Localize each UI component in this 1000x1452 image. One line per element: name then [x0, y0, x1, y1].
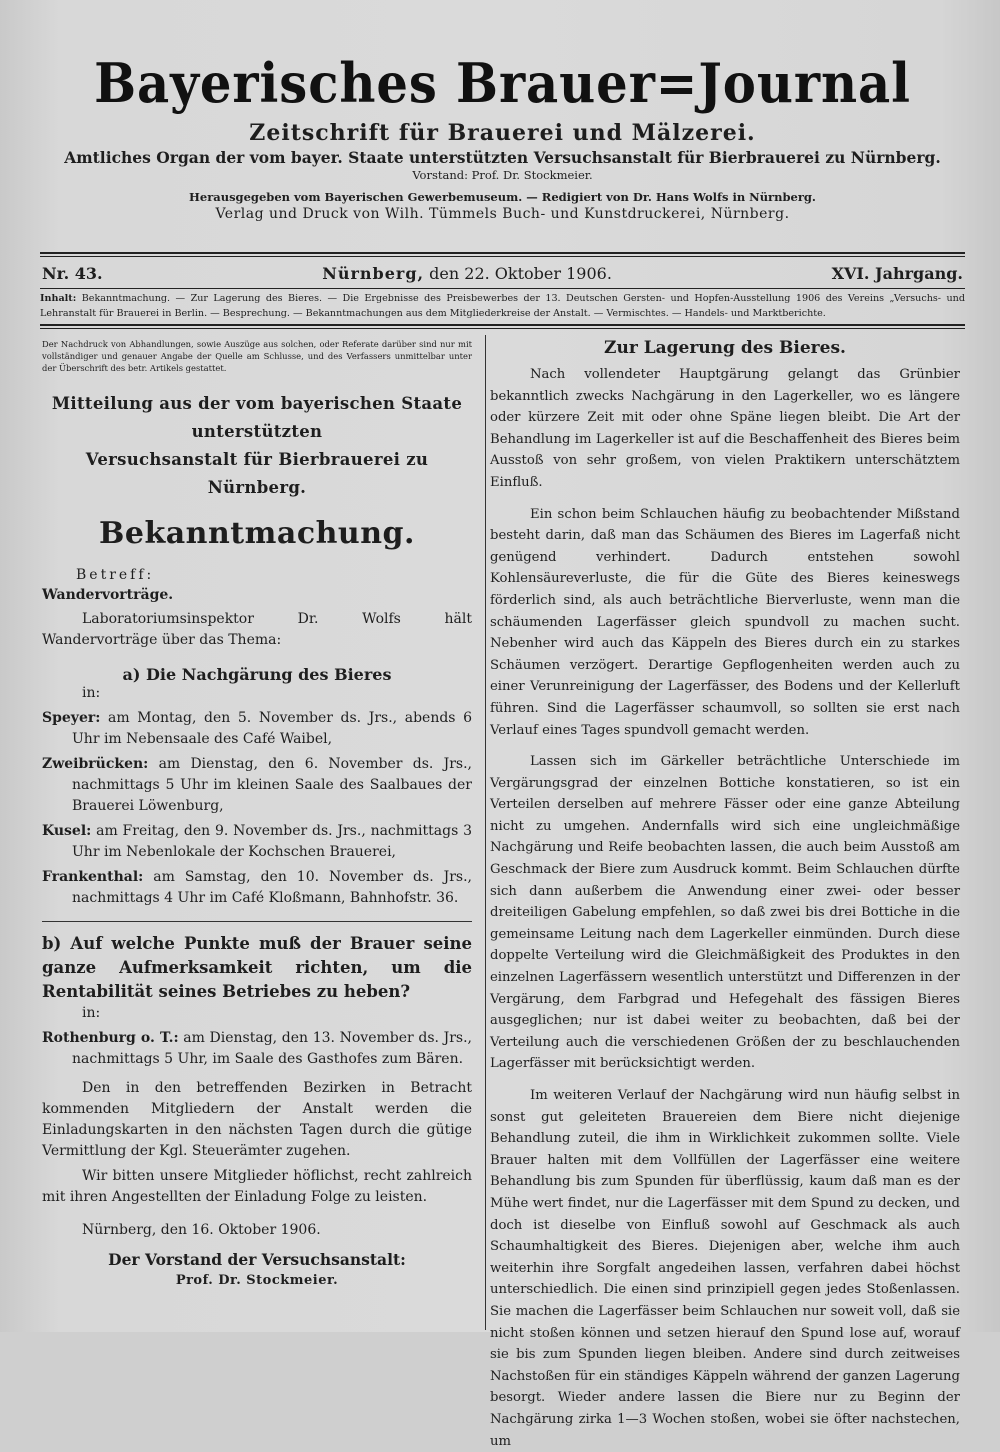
contents-text: Bekanntmachung. — Zur Lagerung des Bieres. — Die Ergebnisse des Preisbewerbes der 13. Deutschen Gersten- und Hopfen-Ausstellung 1906 des Vereins „Versuchs- und Lehranstalt für Brauerei in Berlin. — Besprechung. — Bekanntmachungen aus dem Mitgliederkreise der Anstalt. — Vermischtes. — Handels- und Marktberichte. [40, 293, 965, 319]
issue-date [322, 264, 612, 283]
journal-title: Bayerisches Brauer=Journal [94, 51, 911, 115]
entry-text: am Samstag, den 10. November ds. Jrs., nachmittags 4 Uhr im Café Kloßmann, Bahnhofstr. 36. [72, 869, 472, 906]
signature-name: Prof. Dr. Stockmeier. [175, 1273, 339, 1288]
left-column [42, 338, 472, 1288]
subject-label: Betreff: [76, 567, 155, 583]
publisher-line: Herausgegeben vom Bayerischen Gewerbemuseum. — Redigiert von Dr. Hans Wolfs in Nürnberg. [189, 190, 816, 204]
dateline [42, 264, 963, 283]
issue-number: Nr. 43. [42, 264, 103, 283]
entry-text: am Montag, den 5. November ds. Jrs., abends 6 Uhr im Nebensaale des Café Waibel, [72, 710, 472, 747]
topic-b: b) Auf welche Punkte muß der Brauer seine ganze Aufmerksamkeit richten, um die Rentabilität seines Betriebes zu heben? [42, 934, 472, 1001]
subject-value: Wandervorträge. [42, 587, 174, 603]
in-label-a: in: [82, 685, 101, 701]
announcement-title: Bekanntmachung. [99, 516, 415, 551]
headline-line-2: Versuchsanstalt für Bierbrauerei zu Nürnberg. [85, 450, 429, 497]
official-organ-line: Amtliches Organ der vom bayer. Staate unterstützten Versuchsanstalt für Bierbrauerei zu Nürnberg. [64, 148, 941, 167]
entry-place: Rothenburg o. T.: [42, 1030, 179, 1046]
printer-line: Verlag und Druck von Wilh. Tümmels Buch- und Kunstdruckerei, Nürnberg. [215, 206, 790, 222]
column-divider [485, 335, 486, 1330]
in-label-b: in: [82, 1005, 101, 1021]
volume: XVI. Jahrgang. [831, 264, 963, 283]
article-heading: Zur Lagerung des Bieres. [604, 338, 846, 358]
lecture-entry [42, 867, 472, 909]
lecture-entry [42, 821, 472, 863]
intro-paragraph: Laboratoriumsinspektor Dr. Wolfs hält Wandervorträge über das Thema: [42, 611, 472, 648]
contents-rule [40, 324, 965, 329]
masthead-rule [40, 252, 965, 257]
entry-text: am Dienstag, den 6. November ds. Jrs., nachmittags 5 Uhr im kleinen Saale des Saalbaues der Brauerei Löwenburg, [72, 756, 472, 814]
entry-place: Frankenthal: [42, 869, 144, 885]
topic-a: a) Die Nachgärung des Bieres [122, 665, 392, 684]
contents-label: Inhalt: [40, 293, 77, 304]
article-paragraph: Im weiteren Verlauf der Nachgärung wird nun häufig selbst in sonst gut geleiteten Brauereien dem Biere nicht diejenige Behandlung zuteil, die ihm in Wirklichkeit zukommen sollte. Viele Brauer halten mit dem Vollfüllen der Lagerfässer eine weitere Behandlung bis zum Spunden für überflüssig, kaum daß man es der Mühe wert findet, nur die Lagerfässer mit dem Spund zu decken, und doch ist dieselbe von Einfluß sowohl auf Geschmack als auch Schaumhaltigkeit des Bieres. Diejenigen aber, welche ihm auch weiterhin ihre Sorgfalt angedeihen lassen, verfahren dabei höchst unterschiedlich. Die einen sind prinzipiell gegen jedes Stoßenlassen. Sie machen die Lagerfässer beim Schlauchen nur soweit voll, daß sie nicht stoßen können und setzen hierauf den Spund lose auf, worauf sie bis zum Spunden liegen bleiben. Andere sind durch zeitweises Nachstoßen für ein ständiges Käppeln während der ganzen Lagerung besorgt. Wieder andere lassen die Biere nur zu Beginn der Nachgärung zirka 1—3 Wochen stoßen, wobei sie öfter nachstechen, um [490, 1088, 960, 1449]
issue-date-text: den 22. Oktober 1906. [429, 264, 612, 283]
paragraph-invitations: Den in den betreffenden Bezirken in Betracht kommenden Mitgliedern der Anstalt werden die Einladungskarten in den nächsten Tagen durch die gütige Vermittlung der Kgl. Steuerämter zugehen. [42, 1080, 472, 1159]
table-of-contents [40, 291, 965, 321]
article-paragraph: Nach vollendeter Hauptgärung gelangt das Grünbier bekanntlich zwecks Nachgärung in den Lagerkeller, wo es längere oder kürzere Zeit mit oder ohne Späne liegen bleibt. Die Art der Behandlung im Lagerkeller ist auf die Beschaffenheit des Bieres beim Ausstoß von sehr großem, von vielen Praktikern unterschätztem Einfluß. [490, 367, 960, 490]
lecture-entry [42, 754, 472, 817]
entry-place: Zweibrücken: [42, 756, 149, 772]
reprint-notice: Der Nachdruck von Abhandlungen, sowie Auszüge aus solchen, oder Referate darüber sind nur mit vollständiger und genauer Angabe der Quelle am Schlusse, und des Verfassers unmittelbar unter der Überschrift des betr. Artikels gestattet. [42, 339, 472, 373]
board-line: Vorstand: Prof. Dr. Stockmeier. [412, 168, 593, 182]
entry-place: Speyer: [42, 710, 101, 726]
entry-text: am Dienstag, den 13. November ds. Jrs., nachmittags 5 Uhr, im Saale des Gasthofes zum Bären. [72, 1030, 472, 1067]
dateline-rule [40, 288, 965, 289]
article-paragraph: Lassen sich im Gärkeller beträchtliche Unterschiede im Vergärungsgrad der einzelnen Bottiche konstatieren, so ist ein Verteilen derselben auf mehrere Fässer oder eine ganze Abteilung nicht zu umgehen. Andernfalls wird sich eine ungleichmäßige Nachgärung und Reife beobachten lassen, die auch beim Ausstoß am Geschmack der Biere zum Ausdruck kommt. Beim Schlauchen dürfte sich dann außerbem die Anwendung einer zwei- oder besser dreiteiligen Gabelung empfehlen, so daß zwei bis drei Bottiche in die gemeinsame Leitung nach dem Lagerkeller einmünden. Durch diese doppelte Verteilung wird die Gleichmäßigkeit des Produktes in den einzelnen Lagerfässern wesentlich unterstützt und Differenzen in der Vergärung, dem Farbgrad und Hefegehalt des fässigen Bieres ausgeglichen; nur ist dabei weiter zu beobachten, daß bei der Verteilung auch die verschiedenen Größen der zu beschlauchenden Lagerfässer mit berücksichtigt werden. [490, 754, 960, 1072]
right-column [490, 338, 960, 1452]
signature-place-date: Nürnberg, den 16. Oktober 1906. [82, 1222, 321, 1238]
article-paragraph: Ein schon beim Schlauchen häufig zu beobachtender Mißstand besteht darin, daß man das Schäumen des Bieres im Lagerfaß nicht genügend verhindert. Dadurch entstehen sowohl Kohlensäureverluste, die für die Güte des Bieres keineswegs förderlich sind, als auch beträchtliche Bierverluste, wenn man die schäumenden Lagerfässer gleich spundvoll zu machen sucht. Nebenher wird auch das Käppeln des Bieres durch ein zu starkes Schäumen verzögert. Derartige Gepflogenheiten werden auch zu einer Verunreinigung der Lagerfässer, des Bodens und der Kellerluft führen. Sind die Lagerfässer schaumvoll, so sollten sie erst nach Verlauf eines Tages spundvoll gemacht werden. [490, 506, 960, 738]
entry-text: am Freitag, den 9. November ds. Jrs., nachmittags 3 Uhr im Nebenlokale der Kochschen Brauerei, [72, 823, 472, 860]
entry-place: Kusel: [42, 823, 92, 839]
section-divider [42, 921, 472, 922]
masthead [40, 48, 965, 222]
headline-line-1: Mitteilung aus der vom bayerischen Staate unterstützten [51, 394, 463, 441]
issue-city: Nürnberg, [322, 264, 425, 283]
journal-subtitle: Zeitschrift für Brauerei und Mälzerei. [249, 120, 756, 146]
lecture-entry [42, 1028, 472, 1070]
lecture-entry [42, 708, 472, 750]
paragraph-request: Wir bitten unsere Mitglieder höflichst, recht zahlreich mit ihren Angestellten der Einladung Folge zu leisten. [42, 1168, 472, 1205]
announcement-headline [42, 390, 472, 502]
signature-heading: Der Vorstand der Versuchsanstalt: [108, 1250, 406, 1269]
